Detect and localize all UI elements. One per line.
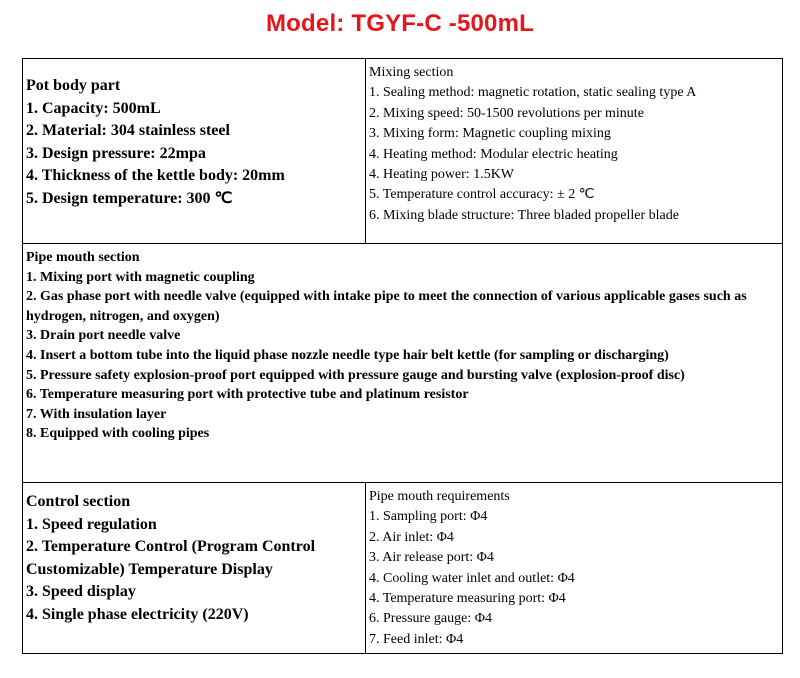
mixing-item: 4. Heating power: 1.5KW <box>369 167 515 183</box>
mixing-item: 4. Heating method: Modular electric heating <box>369 146 618 162</box>
pipe-mouth-item: 3. Drain port needle valve <box>26 328 181 344</box>
pipe-mouth-item: 5. Pressure safety explosion-proof port equipped with pressure gauge and bursting valve (explosion-proof disc) <box>26 367 685 383</box>
mixing-item: 6. Mixing blade structure: Three bladed propeller blade <box>369 207 679 223</box>
pipe-requirements-item: 4. Temperature measuring port: Φ4 <box>369 591 566 607</box>
mixing-item: 3. Mixing form: Magnetic coupling mixing <box>369 126 611 142</box>
pipe-mouth-item: 8. Equipped with cooling pipes <box>26 426 210 442</box>
pipe-mouth-list <box>23 244 782 444</box>
pot-body-cell <box>22 58 366 244</box>
pot-body-item: 2. Material: 304 stainless steel <box>26 122 230 140</box>
pipe-mouth-heading: Pipe mouth section <box>26 250 140 265</box>
pipe-requirements-list <box>366 483 782 650</box>
mixing-cell <box>365 58 783 244</box>
pipe-requirements-cell <box>365 482 783 654</box>
pot-body-item: 5. Design temperature: 300 ℃ <box>26 189 233 207</box>
mixing-heading: Mixing section <box>369 65 454 80</box>
pipe-requirements-item: 4. Cooling water inlet and outlet: Φ4 <box>369 570 575 586</box>
pipe-requirements-item: 6. Pressure gauge: Φ4 <box>369 611 492 627</box>
pipe-mouth-item: 7. With insulation layer <box>26 406 167 422</box>
pot-body-item: 4. Thickness of the kettle body: 20mm <box>26 167 285 185</box>
pipe-requirements-item: 1. Sampling port: Φ4 <box>369 509 488 525</box>
pipe-mouth-item: 4. Insert a bottom tube into the liquid phase nozzle needle type hair belt kettle (for sampling or discharging) <box>26 347 669 363</box>
pot-body-list <box>23 59 365 211</box>
control-item: 1. Speed regulation <box>26 515 157 533</box>
page-title: Model: TGYF-C -500mL <box>265 10 534 37</box>
pipe-requirements-heading: Pipe mouth requirements <box>369 489 510 504</box>
mixing-list <box>366 59 782 226</box>
control-item: 3. Speed display <box>26 583 136 601</box>
pipe-mouth-cell <box>22 243 783 483</box>
pipe-mouth-item: 1. Mixing port with magnetic coupling <box>26 269 255 285</box>
control-cell <box>22 482 366 654</box>
control-item: 4. Single phase electricity (220V) <box>26 605 249 623</box>
pipe-requirements-item: 7. Feed inlet: Φ4 <box>369 631 464 647</box>
pipe-mouth-item: 6. Temperature measuring port with protective tube and platinum resistor <box>26 387 469 403</box>
pipe-mouth-item: 2. Gas phase port with needle valve (equipped with intake pipe to meet the connection of various applicable gases such as hydrogen, nitrogen, and oxygen) <box>26 289 747 324</box>
mixing-item: 5. Temperature control accuracy: ± 2 ℃ <box>369 187 595 203</box>
control-heading: Control section <box>26 493 131 510</box>
pipe-requirements-item: 2. Air inlet: Φ4 <box>369 529 454 545</box>
pot-body-heading: Pot body part <box>26 77 121 94</box>
pot-body-item: 3. Design pressure: 22mpa <box>26 144 206 162</box>
mixing-item: 2. Mixing speed: 50-1500 revolutions per minute <box>369 105 644 121</box>
mixing-item: 1. Sealing method: magnetic rotation, static sealing type A <box>369 85 697 101</box>
pipe-requirements-item: 3. Air release port: Φ4 <box>369 550 494 566</box>
control-item: 2. Temperature Control (Program Control Customizable) Temperature Display <box>26 538 316 578</box>
pot-body-item: 1. Capacity: 500mL <box>26 99 161 117</box>
control-list <box>23 483 365 627</box>
